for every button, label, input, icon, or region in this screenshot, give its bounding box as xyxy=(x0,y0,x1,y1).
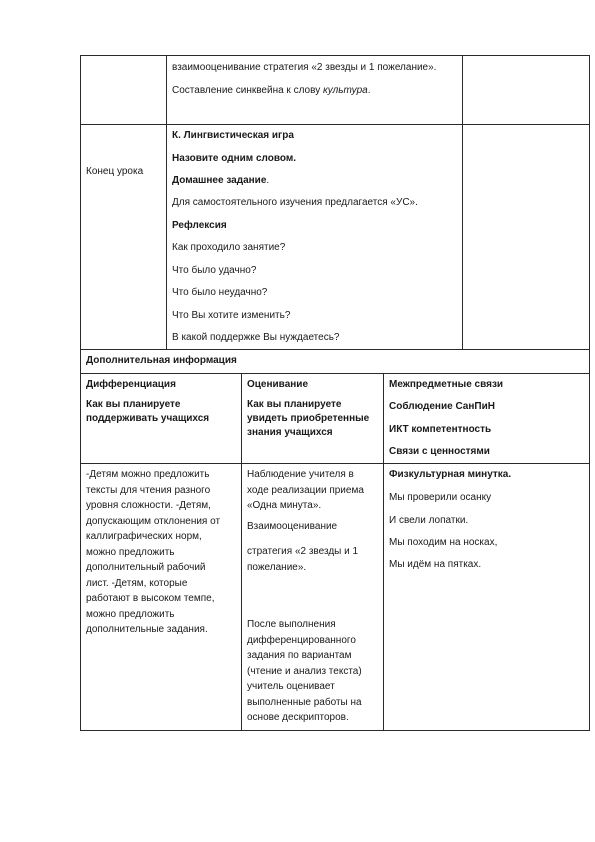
cross-curricular-item: Связи с ценностями xyxy=(389,446,490,457)
cinquain-text: Составление синквейна к слову xyxy=(172,85,323,96)
stage-column-divider xyxy=(166,55,167,349)
text-line: задания по вариантам xyxy=(247,650,352,661)
differentiation-subheader xyxy=(86,398,209,426)
reflection-question: В какой поддержке Вы нуждаетесь? xyxy=(172,332,340,343)
reflection-question: Что Вы хотите изменить? xyxy=(172,310,291,321)
cinquain-line xyxy=(172,84,371,97)
exercise-minute-title: Физкультурная минутка. xyxy=(389,469,512,480)
reflection-title: Рефлексия xyxy=(172,220,227,231)
cinquain-italic-word: культура xyxy=(322,85,368,96)
assessment-sub-line: знания учащихся xyxy=(247,427,333,438)
assessment-sub-line: Как вы планируете xyxy=(247,399,342,410)
cross-curricular-header: Межпредметные связи xyxy=(389,379,504,390)
text-line: дополнительный рабочий xyxy=(86,562,206,573)
text-line: каллиграфических норм, xyxy=(86,531,202,542)
text-line: лист. -Детям, которые xyxy=(86,577,188,589)
reflection-question: Что было удачно? xyxy=(172,265,257,276)
text-line: можно предложить xyxy=(86,608,175,620)
end-of-lesson-label: Конец урока xyxy=(86,166,144,177)
exercise-line: Мы проверили осанку xyxy=(389,492,492,503)
table-top-border xyxy=(80,55,590,56)
homework-label: Домашнее задание xyxy=(172,175,267,186)
assessment-strategy-text xyxy=(247,544,358,575)
table-left-border xyxy=(80,55,81,731)
exercise-line: Мы походим на носках, xyxy=(389,537,498,548)
text-line: После выполнения xyxy=(247,619,336,630)
assessment-header: Оценивание xyxy=(247,379,309,390)
text-line: основе дескрипторов. xyxy=(247,712,349,723)
table-bottom-border xyxy=(80,730,590,731)
text-line: дополнительные задания. xyxy=(86,624,208,635)
text-line: выполненные работы на xyxy=(247,696,362,708)
additional-column-divider-1 xyxy=(241,373,242,730)
text-line: -Детям можно предложить xyxy=(86,469,210,480)
additional-info-title: Дополнительная информация xyxy=(86,355,237,366)
row-divider-additional-content xyxy=(80,463,590,464)
peer-assessment-line: взаимооценивание стратегия «2 звезды и 1 пожелание». xyxy=(172,62,437,73)
assessment-subheader xyxy=(247,398,369,440)
differentiation-sub-line: поддерживать учащихся xyxy=(86,413,210,424)
text-line: ходе реализации приема xyxy=(247,484,364,496)
homework-dot: . xyxy=(266,175,270,186)
differentiation-header: Дифференциация xyxy=(86,379,176,390)
assessment-observation-text xyxy=(247,467,364,514)
row-divider-end-of-lesson xyxy=(80,124,590,125)
text-line: Наблюдение учителя в xyxy=(247,469,354,480)
resources-column-divider xyxy=(462,55,463,349)
reflection-question: Как проходило занятие? xyxy=(172,242,286,253)
text-line: дифференцированного xyxy=(247,634,356,646)
text-line: уровня сложности. -Детям, xyxy=(86,500,211,511)
table-right-border xyxy=(589,55,590,731)
differentiation-text xyxy=(86,467,220,638)
exercise-line: Мы идём на пятках. xyxy=(389,559,482,570)
assessment-sub-line: увидеть приобретенные xyxy=(247,413,370,424)
text-line: учитель оценивает xyxy=(247,681,335,692)
reflection-question: Что было неудачно? xyxy=(172,287,268,298)
text-line: можно предложить xyxy=(86,546,175,558)
text-line: (чтение и анализ текста) xyxy=(247,665,362,677)
text-line: допускающим отклонения от xyxy=(86,515,221,527)
text-line: «Одна минута». xyxy=(247,500,322,511)
assessment-peer-text: Взаимооценивание xyxy=(247,521,338,532)
cross-curricular-item: Соблюдение СанПиН xyxy=(389,401,495,412)
homework-line xyxy=(172,174,269,187)
row-divider-additional-info xyxy=(80,349,590,350)
differentiation-sub-line: Как вы планируете xyxy=(86,399,181,410)
cinquain-end-dot: . xyxy=(367,85,371,96)
text-line: тексты для чтения разного xyxy=(86,484,211,496)
homework-text: Для самостоятельного изучения предлагается «УС». xyxy=(172,197,418,208)
assessment-descriptor-text xyxy=(247,617,362,726)
text-line: стратегия «2 звезды и 1 xyxy=(247,546,359,557)
row-divider-additional-headers xyxy=(80,373,590,374)
text-line: работают в высоком темпе, xyxy=(86,593,215,604)
text-line: пожелание». xyxy=(247,561,307,573)
exercise-line: И свели лопатки. xyxy=(389,515,469,526)
linguistic-game-title: К. Лингвистическая игра xyxy=(172,130,294,141)
cross-curricular-item: ИКТ компетентность xyxy=(389,424,492,435)
additional-column-divider-2 xyxy=(383,373,384,730)
linguistic-game-task: Назовите одним словом. xyxy=(172,153,297,164)
